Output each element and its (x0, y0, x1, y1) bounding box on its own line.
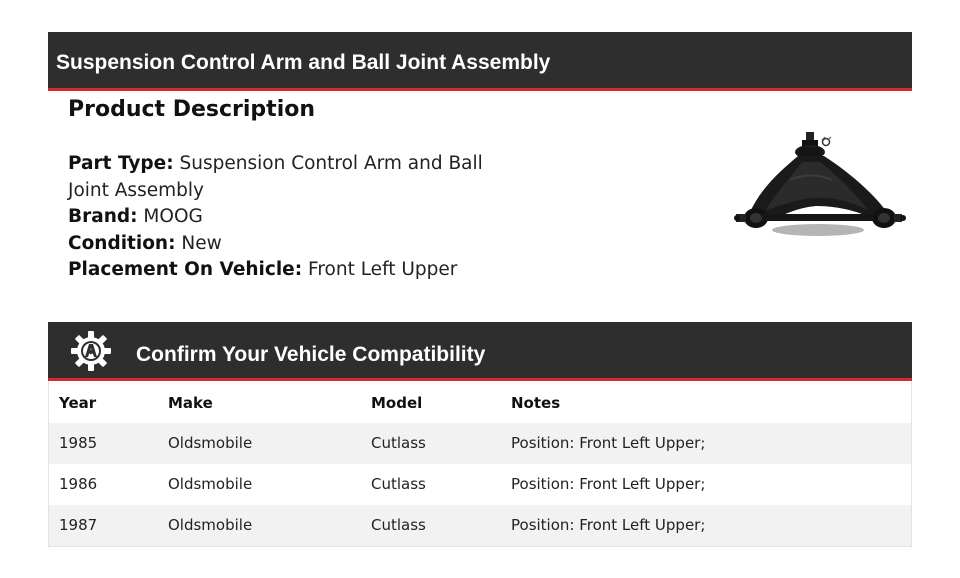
table-row (49, 505, 911, 546)
spec-value: Suspension Control Arm and Ball Joint Assembly (68, 153, 483, 201)
product-title-bar (48, 32, 912, 91)
column-header-model: Model (371, 394, 423, 412)
column-header-year: Year (59, 394, 97, 412)
cell-model: Cutlass (371, 516, 426, 534)
spec-part-type (68, 151, 508, 204)
spec-label: Placement On Vehicle: (68, 259, 303, 280)
spec-value: MOOG (143, 206, 203, 227)
gear-icon (70, 330, 112, 372)
spec-brand (68, 204, 508, 231)
cell-year: 1985 (59, 434, 98, 452)
spec-label: Condition: (68, 232, 176, 254)
column-header-make: Make (168, 394, 213, 412)
cell-make: Oldsmobile (168, 434, 253, 452)
spec-label: Brand: (68, 206, 138, 227)
cell-model: Cutlass (371, 475, 426, 493)
table-row (49, 464, 911, 505)
column-header-notes: Notes (511, 394, 561, 412)
cell-make: Oldsmobile (168, 516, 253, 534)
cell-make: Oldsmobile (168, 475, 253, 493)
compatibility-table (48, 381, 912, 547)
product-description-heading: Product Description (68, 97, 316, 122)
compatibility-title: Confirm Your Vehicle Compatibility (136, 343, 486, 366)
product-specs (68, 151, 508, 284)
compatibility-bar (48, 322, 912, 381)
cell-notes: Position: Front Left Upper; (511, 434, 706, 452)
table-row (49, 423, 911, 464)
spec-value: Front Left Upper (308, 259, 458, 280)
cell-year: 1986 (59, 475, 98, 493)
cell-notes: Position: Front Left Upper; (511, 475, 706, 493)
spec-condition (68, 231, 508, 258)
product-title: Suspension Control Arm and Ball Joint Assembly (56, 51, 551, 74)
spec-placement (68, 257, 508, 284)
spec-value: New (181, 232, 222, 254)
cell-year: 1987 (59, 516, 98, 534)
cell-model: Cutlass (371, 434, 426, 452)
table-header-row (49, 381, 911, 423)
cell-notes: Position: Front Left Upper; (511, 516, 706, 534)
spec-label: Part Type: (68, 153, 174, 174)
control-arm-image (728, 128, 908, 246)
